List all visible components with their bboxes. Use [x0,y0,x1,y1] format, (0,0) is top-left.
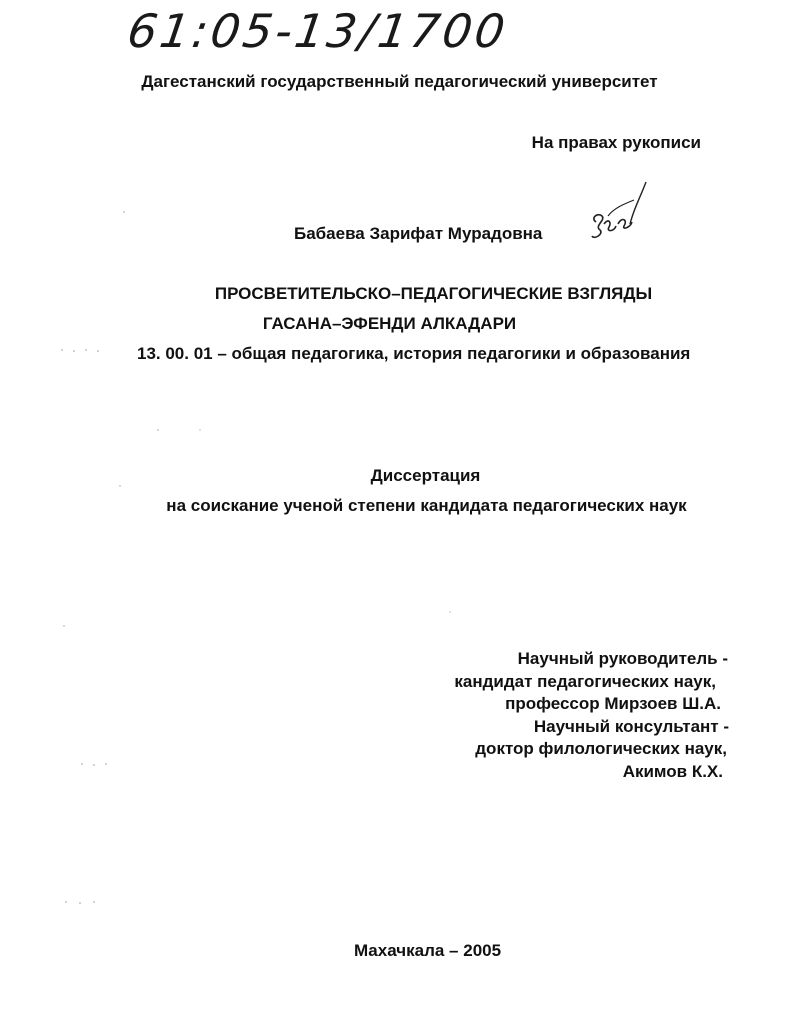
advisor-line: Научный консультант - [533,716,729,736]
advisors-block [454,648,729,783]
advisor-line: профессор Мирзоев Ш.А. [505,694,721,713]
university-name: Дагестанский государственный педагогический университет [141,72,658,91]
archive-number: 61:05-13/1700 [124,4,512,58]
author-name: Бабаева Зарифат Мурадовна [294,224,543,243]
advisor-line: кандидат педагогических наук, [454,671,716,691]
specialty-code: 13. 00. 01 – общая педагогика, история педагогики и образования [137,344,691,363]
title-line-2: ГАСАНА–ЭФЕНДИ АЛКАДАРИ [262,314,517,333]
handwritten-signature [582,178,652,258]
city-year: Махачкала – 2005 [353,941,502,960]
title-line-1: ПРОСВЕТИТЕЛЬСКО–ПЕДАГОГИЧЕСКИЕ ВЗГЛЯДЫ [214,284,653,303]
advisor-line: Акимов К.Х. [622,761,723,781]
manuscript-rights-note: На правах рукописи [531,133,701,152]
work-type: Диссертация [370,466,481,485]
advisor-line: доктор филологических наук, [475,739,727,758]
degree-line: на соискание ученой степени кандидата педагогических наук [166,496,687,515]
advisor-line: Научный руководитель - [517,649,728,668]
